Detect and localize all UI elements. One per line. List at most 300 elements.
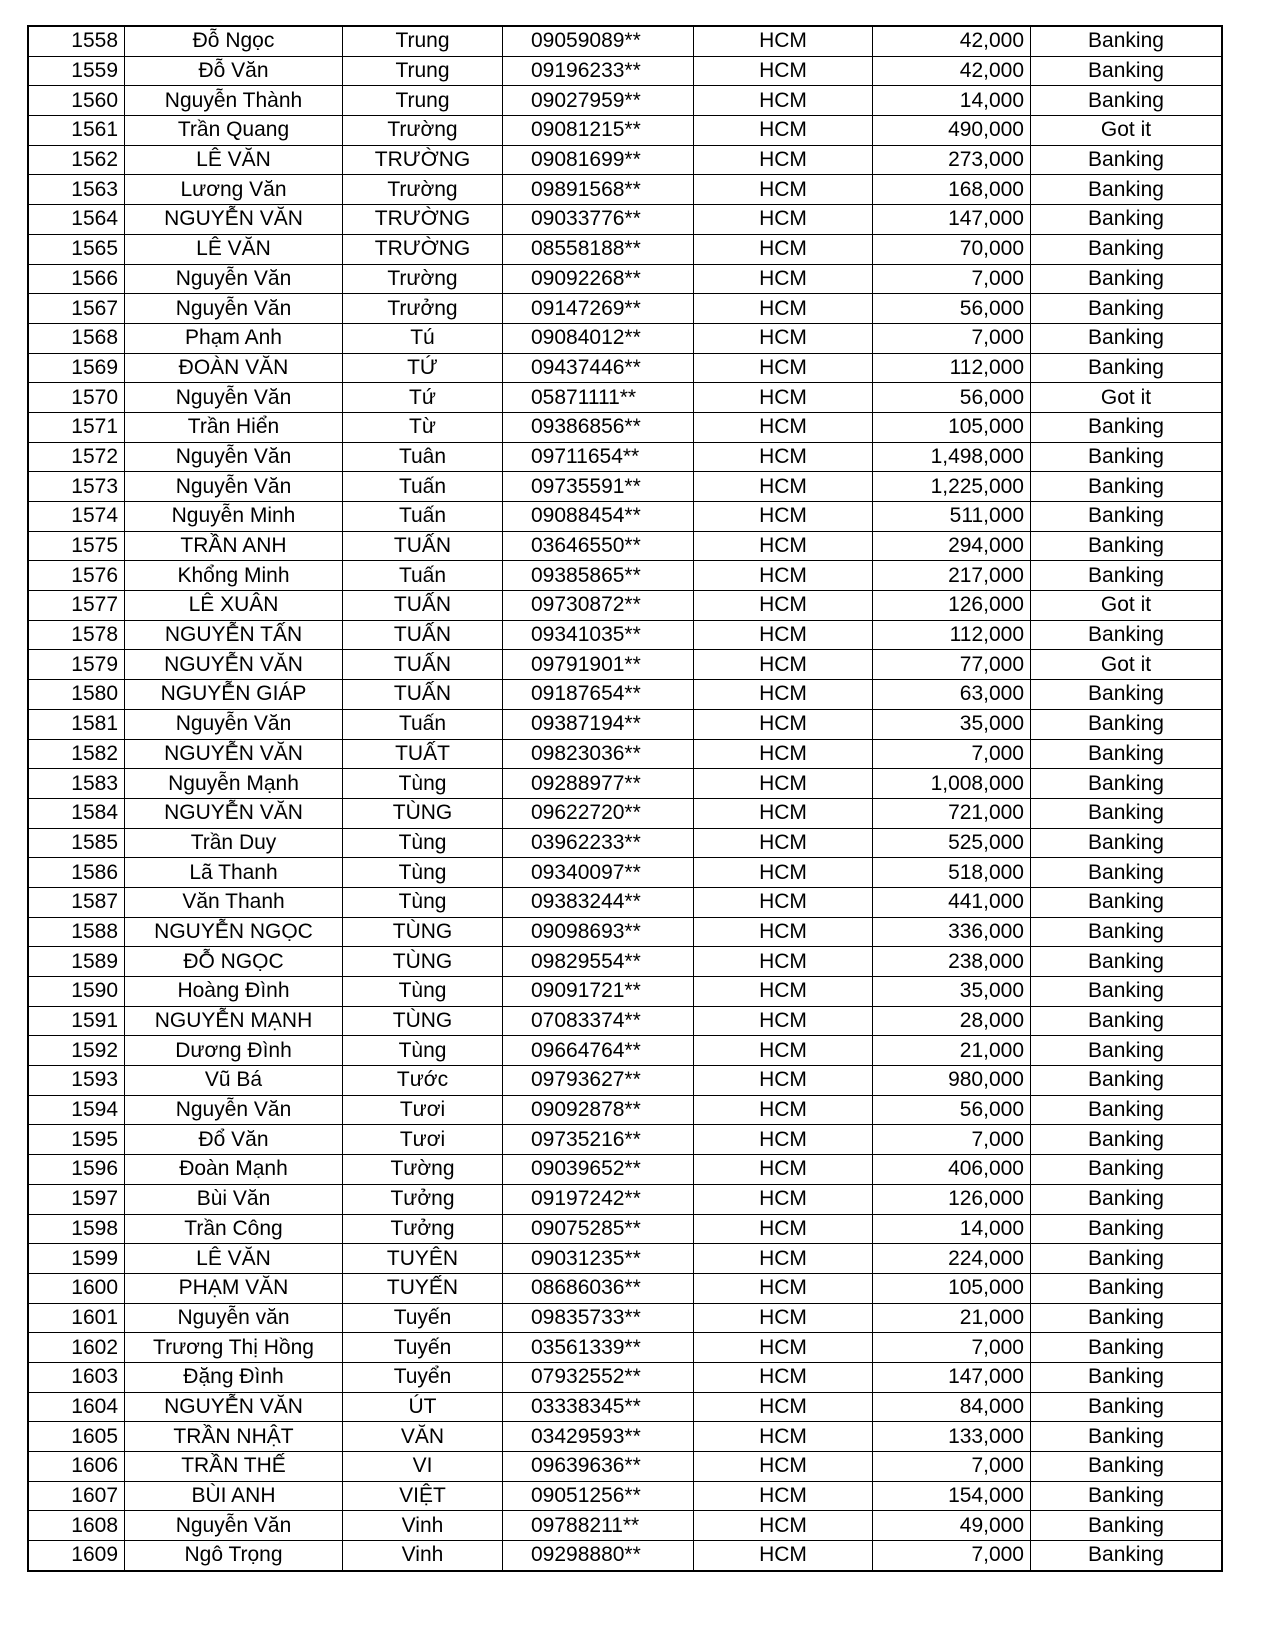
surname-cell: LÊ XUÂN: [125, 591, 343, 621]
table-row: [28, 116, 1222, 146]
table-row: [28, 650, 1222, 680]
table-row: [28, 887, 1222, 917]
table-row: [28, 1541, 1222, 1571]
table-row: [28, 1333, 1222, 1363]
amount-cell: 56,000: [873, 383, 1031, 413]
payment-method-cell: Banking: [1031, 1481, 1223, 1511]
surname-cell: TRẦN NHẬT: [125, 1422, 343, 1452]
payment-method-cell: Banking: [1031, 472, 1223, 502]
phone-cell: 09098693**: [503, 917, 694, 947]
payment-method-cell: Banking: [1031, 977, 1223, 1007]
payment-method-cell: Banking: [1031, 1392, 1223, 1422]
surname-cell: LÊ VĂN: [125, 1244, 343, 1274]
given-name-cell: Tươi: [343, 1095, 503, 1125]
payment-method-cell: Banking: [1031, 323, 1223, 353]
phone-cell: 09664764**: [503, 1036, 694, 1066]
table-row: [28, 1214, 1222, 1244]
table-row: [28, 264, 1222, 294]
row-number-cell: 1569: [28, 353, 125, 383]
phone-cell: 09340097**: [503, 858, 694, 888]
phone-cell: 09027959**: [503, 86, 694, 116]
surname-cell: Nguyễn Văn: [125, 264, 343, 294]
table-row: [28, 709, 1222, 739]
amount-cell: 14,000: [873, 1214, 1031, 1244]
row-number-cell: 1603: [28, 1362, 125, 1392]
payment-method-cell: Banking: [1031, 56, 1223, 86]
row-number-cell: 1566: [28, 264, 125, 294]
table-row: [28, 56, 1222, 86]
amount-cell: 7,000: [873, 739, 1031, 769]
given-name-cell: TRƯỜNG: [343, 234, 503, 264]
table-row: [28, 858, 1222, 888]
payment-method-cell: Banking: [1031, 1303, 1223, 1333]
payment-method-cell: Banking: [1031, 531, 1223, 561]
given-name-cell: TÙNG: [343, 947, 503, 977]
given-name-cell: Vinh: [343, 1541, 503, 1571]
surname-cell: LÊ VĂN: [125, 234, 343, 264]
row-number-cell: 1578: [28, 620, 125, 650]
phone-cell: 09793627**: [503, 1066, 694, 1096]
amount-cell: 105,000: [873, 1273, 1031, 1303]
given-name-cell: Tùng: [343, 828, 503, 858]
row-number-cell: 1591: [28, 1006, 125, 1036]
payment-method-cell: Banking: [1031, 739, 1223, 769]
payment-method-cell: Got it: [1031, 591, 1223, 621]
surname-cell: Trần Quang: [125, 116, 343, 146]
payment-method-cell: Banking: [1031, 1155, 1223, 1185]
table-row: [28, 1481, 1222, 1511]
table-row: [28, 828, 1222, 858]
phone-cell: 09386856**: [503, 412, 694, 442]
surname-cell: Trần Công: [125, 1214, 343, 1244]
table-row: [28, 1244, 1222, 1274]
surname-cell: Ngô Trọng: [125, 1541, 343, 1571]
phone-cell: 08686036**: [503, 1273, 694, 1303]
phone-cell: 09385865**: [503, 561, 694, 591]
given-name-cell: Vinh: [343, 1511, 503, 1541]
phone-cell: 09437446**: [503, 353, 694, 383]
phone-cell: 09031235**: [503, 1244, 694, 1274]
payment-method-cell: Banking: [1031, 709, 1223, 739]
amount-cell: 7,000: [873, 1541, 1031, 1571]
given-name-cell: VIỆT: [343, 1481, 503, 1511]
phone-cell: 09288977**: [503, 769, 694, 799]
city-cell: HCM: [694, 977, 873, 1007]
surname-cell: NGUYỄN NGỌC: [125, 917, 343, 947]
amount-cell: 126,000: [873, 591, 1031, 621]
amount-cell: 336,000: [873, 917, 1031, 947]
given-name-cell: Trường: [343, 116, 503, 146]
given-name-cell: Trưởng: [343, 294, 503, 324]
given-name-cell: Tưởng: [343, 1184, 503, 1214]
city-cell: HCM: [694, 1125, 873, 1155]
row-number-cell: 1565: [28, 234, 125, 264]
amount-cell: 441,000: [873, 887, 1031, 917]
payment-method-cell: Banking: [1031, 1452, 1223, 1482]
city-cell: HCM: [694, 1511, 873, 1541]
payment-method-cell: Banking: [1031, 1362, 1223, 1392]
given-name-cell: Tùng: [343, 769, 503, 799]
given-name-cell: Trung: [343, 26, 503, 56]
table-row: [28, 502, 1222, 532]
city-cell: HCM: [694, 205, 873, 235]
surname-cell: NGUYỄN VĂN: [125, 1392, 343, 1422]
amount-cell: 77,000: [873, 650, 1031, 680]
row-number-cell: 1605: [28, 1422, 125, 1452]
table-row: [28, 86, 1222, 116]
phone-cell: 09711654**: [503, 442, 694, 472]
row-number-cell: 1592: [28, 1036, 125, 1066]
table-row: [28, 175, 1222, 205]
payment-method-cell: Banking: [1031, 620, 1223, 650]
table-row: [28, 205, 1222, 235]
given-name-cell: Tuấn: [343, 709, 503, 739]
payment-method-cell: Banking: [1031, 502, 1223, 532]
surname-cell: Nguyễn Văn: [125, 1511, 343, 1541]
surname-cell: Văn Thanh: [125, 887, 343, 917]
row-number-cell: 1560: [28, 86, 125, 116]
payment-method-cell: Banking: [1031, 561, 1223, 591]
given-name-cell: Tùng: [343, 887, 503, 917]
row-number-cell: 1568: [28, 323, 125, 353]
row-number-cell: 1571: [28, 412, 125, 442]
payment-method-cell: Banking: [1031, 442, 1223, 472]
table-body: [28, 26, 1222, 1571]
phone-cell: 07932552**: [503, 1362, 694, 1392]
row-number-cell: 1587: [28, 887, 125, 917]
surname-cell: Đặng Đình: [125, 1362, 343, 1392]
payment-method-cell: Banking: [1031, 26, 1223, 56]
row-number-cell: 1588: [28, 917, 125, 947]
city-cell: HCM: [694, 680, 873, 710]
surname-cell: LÊ VĂN: [125, 145, 343, 175]
given-name-cell: TUYÊN: [343, 1244, 503, 1274]
row-number-cell: 1597: [28, 1184, 125, 1214]
row-number-cell: 1609: [28, 1541, 125, 1571]
table-row: [28, 353, 1222, 383]
surname-cell: NGUYỄN GIÁP: [125, 680, 343, 710]
payment-method-cell: Banking: [1031, 917, 1223, 947]
amount-cell: 525,000: [873, 828, 1031, 858]
amount-cell: 7,000: [873, 1333, 1031, 1363]
given-name-cell: TRƯỜNG: [343, 205, 503, 235]
surname-cell: ĐỖ NGỌC: [125, 947, 343, 977]
city-cell: HCM: [694, 798, 873, 828]
amount-cell: 406,000: [873, 1155, 1031, 1185]
phone-cell: 03646550**: [503, 531, 694, 561]
table-row: [28, 442, 1222, 472]
surname-cell: NGUYỄN TẤN: [125, 620, 343, 650]
amount-cell: 238,000: [873, 947, 1031, 977]
surname-cell: NGUYỄN VĂN: [125, 650, 343, 680]
given-name-cell: Từ: [343, 412, 503, 442]
table-row: [28, 620, 1222, 650]
amount-cell: 112,000: [873, 620, 1031, 650]
table-row: [28, 1066, 1222, 1096]
given-name-cell: TUYẾN: [343, 1273, 503, 1303]
surname-cell: Đổ Văn: [125, 1125, 343, 1155]
payment-method-cell: Banking: [1031, 947, 1223, 977]
payment-method-cell: Banking: [1031, 234, 1223, 264]
amount-cell: 168,000: [873, 175, 1031, 205]
given-name-cell: Tước: [343, 1066, 503, 1096]
amount-cell: 518,000: [873, 858, 1031, 888]
city-cell: HCM: [694, 116, 873, 146]
city-cell: HCM: [694, 175, 873, 205]
surname-cell: Nguyễn Mạnh: [125, 769, 343, 799]
amount-cell: 14,000: [873, 86, 1031, 116]
phone-cell: 09829554**: [503, 947, 694, 977]
table-row: [28, 1273, 1222, 1303]
given-name-cell: Tuấn: [343, 561, 503, 591]
city-cell: HCM: [694, 1452, 873, 1482]
given-name-cell: Tuấn: [343, 502, 503, 532]
city-cell: HCM: [694, 412, 873, 442]
city-cell: HCM: [694, 917, 873, 947]
given-name-cell: Tú: [343, 323, 503, 353]
row-number-cell: 1586: [28, 858, 125, 888]
row-number-cell: 1575: [28, 531, 125, 561]
phone-cell: 09735591**: [503, 472, 694, 502]
amount-cell: 35,000: [873, 977, 1031, 1007]
table-row: [28, 1095, 1222, 1125]
payment-method-cell: Banking: [1031, 353, 1223, 383]
table-row: [28, 917, 1222, 947]
row-number-cell: 1576: [28, 561, 125, 591]
surname-cell: Nguyễn Minh: [125, 502, 343, 532]
phone-cell: 09196233**: [503, 56, 694, 86]
surname-cell: TRẦN THẾ: [125, 1452, 343, 1482]
payment-method-cell: Got it: [1031, 116, 1223, 146]
surname-cell: Nguyễn Văn: [125, 294, 343, 324]
surname-cell: NGUYỄN VĂN: [125, 739, 343, 769]
given-name-cell: TUẤT: [343, 739, 503, 769]
amount-cell: 42,000: [873, 26, 1031, 56]
city-cell: HCM: [694, 591, 873, 621]
amount-cell: 147,000: [873, 1362, 1031, 1392]
row-number-cell: 1593: [28, 1066, 125, 1096]
payment-method-cell: Banking: [1031, 264, 1223, 294]
payment-method-cell: Banking: [1031, 769, 1223, 799]
city-cell: HCM: [694, 1362, 873, 1392]
city-cell: HCM: [694, 145, 873, 175]
table-row: [28, 294, 1222, 324]
row-number-cell: 1606: [28, 1452, 125, 1482]
row-number-cell: 1581: [28, 709, 125, 739]
row-number-cell: 1567: [28, 294, 125, 324]
payment-method-cell: Banking: [1031, 1244, 1223, 1274]
given-name-cell: TUẤN: [343, 620, 503, 650]
payment-method-cell: Banking: [1031, 412, 1223, 442]
surname-cell: BÙI ANH: [125, 1481, 343, 1511]
results-table: [27, 25, 1223, 1572]
row-number-cell: 1579: [28, 650, 125, 680]
amount-cell: 1,498,000: [873, 442, 1031, 472]
payment-method-cell: Banking: [1031, 1095, 1223, 1125]
city-cell: HCM: [694, 472, 873, 502]
city-cell: HCM: [694, 531, 873, 561]
table-row: [28, 145, 1222, 175]
amount-cell: 7,000: [873, 264, 1031, 294]
table-row: [28, 1303, 1222, 1333]
phone-cell: 09081699**: [503, 145, 694, 175]
city-cell: HCM: [694, 442, 873, 472]
city-cell: HCM: [694, 769, 873, 799]
given-name-cell: TÙNG: [343, 1006, 503, 1036]
city-cell: HCM: [694, 739, 873, 769]
row-number-cell: 1598: [28, 1214, 125, 1244]
city-cell: HCM: [694, 323, 873, 353]
row-number-cell: 1572: [28, 442, 125, 472]
city-cell: HCM: [694, 650, 873, 680]
row-number-cell: 1596: [28, 1155, 125, 1185]
payment-method-cell: Banking: [1031, 1541, 1223, 1571]
phone-cell: 09059089**: [503, 26, 694, 56]
surname-cell: Trần Duy: [125, 828, 343, 858]
payment-method-cell: Banking: [1031, 1214, 1223, 1244]
phone-cell: 03962233**: [503, 828, 694, 858]
given-name-cell: TỨ: [343, 353, 503, 383]
amount-cell: 126,000: [873, 1184, 1031, 1214]
payment-method-cell: Banking: [1031, 175, 1223, 205]
given-name-cell: Tuân: [343, 442, 503, 472]
phone-cell: 09051256**: [503, 1481, 694, 1511]
payment-method-cell: Banking: [1031, 294, 1223, 324]
row-number-cell: 1561: [28, 116, 125, 146]
given-name-cell: Tùng: [343, 1036, 503, 1066]
given-name-cell: Tứ: [343, 383, 503, 413]
amount-cell: 7,000: [873, 1452, 1031, 1482]
payment-method-cell: Banking: [1031, 1273, 1223, 1303]
phone-cell: 09735216**: [503, 1125, 694, 1155]
city-cell: HCM: [694, 709, 873, 739]
given-name-cell: Tuyển: [343, 1362, 503, 1392]
phone-cell: 09033776**: [503, 205, 694, 235]
city-cell: HCM: [694, 1036, 873, 1066]
given-name-cell: TUẤN: [343, 680, 503, 710]
row-number-cell: 1599: [28, 1244, 125, 1274]
table-row: [28, 1452, 1222, 1482]
payment-method-cell: Banking: [1031, 1036, 1223, 1066]
row-number-cell: 1563: [28, 175, 125, 205]
row-number-cell: 1608: [28, 1511, 125, 1541]
surname-cell: Nguyễn Văn: [125, 442, 343, 472]
surname-cell: Vũ Bá: [125, 1066, 343, 1096]
amount-cell: 147,000: [873, 205, 1031, 235]
table-row: [28, 323, 1222, 353]
row-number-cell: 1604: [28, 1392, 125, 1422]
amount-cell: 21,000: [873, 1303, 1031, 1333]
table-row: [28, 1511, 1222, 1541]
surname-cell: Nguyễn Văn: [125, 709, 343, 739]
given-name-cell: Tùng: [343, 858, 503, 888]
amount-cell: 217,000: [873, 561, 1031, 591]
payment-method-cell: Banking: [1031, 1422, 1223, 1452]
given-name-cell: Trung: [343, 86, 503, 116]
row-number-cell: 1564: [28, 205, 125, 235]
city-cell: HCM: [694, 353, 873, 383]
phone-cell: 09298880**: [503, 1541, 694, 1571]
phone-cell: 09341035**: [503, 620, 694, 650]
city-cell: HCM: [694, 1333, 873, 1363]
given-name-cell: TUẤN: [343, 650, 503, 680]
city-cell: HCM: [694, 1481, 873, 1511]
amount-cell: 7,000: [873, 323, 1031, 353]
amount-cell: 1,008,000: [873, 769, 1031, 799]
amount-cell: 28,000: [873, 1006, 1031, 1036]
payment-method-cell: Banking: [1031, 86, 1223, 116]
amount-cell: 154,000: [873, 1481, 1031, 1511]
given-name-cell: Tưởng: [343, 1214, 503, 1244]
given-name-cell: Trường: [343, 264, 503, 294]
amount-cell: 70,000: [873, 234, 1031, 264]
city-cell: HCM: [694, 1214, 873, 1244]
phone-cell: 09639636**: [503, 1452, 694, 1482]
surname-cell: Đỗ Ngọc: [125, 26, 343, 56]
amount-cell: 56,000: [873, 1095, 1031, 1125]
amount-cell: 7,000: [873, 1125, 1031, 1155]
phone-cell: 09187654**: [503, 680, 694, 710]
payment-method-cell: Banking: [1031, 1125, 1223, 1155]
city-cell: HCM: [694, 1184, 873, 1214]
amount-cell: 980,000: [873, 1066, 1031, 1096]
table-row: [28, 383, 1222, 413]
amount-cell: 21,000: [873, 1036, 1031, 1066]
city-cell: HCM: [694, 1541, 873, 1571]
table-row: [28, 1125, 1222, 1155]
phone-cell: 09197242**: [503, 1184, 694, 1214]
table-row: [28, 798, 1222, 828]
table-row: [28, 26, 1222, 56]
table-row: [28, 1362, 1222, 1392]
city-cell: HCM: [694, 1392, 873, 1422]
surname-cell: Trần Hiển: [125, 412, 343, 442]
phone-cell: 09088454**: [503, 502, 694, 532]
phone-cell: 09091721**: [503, 977, 694, 1007]
given-name-cell: VĂN: [343, 1422, 503, 1452]
surname-cell: NGUYỄN VĂN: [125, 205, 343, 235]
payment-method-cell: Banking: [1031, 205, 1223, 235]
given-name-cell: ÚT: [343, 1392, 503, 1422]
phone-cell: 09730872**: [503, 591, 694, 621]
given-name-cell: TUẤN: [343, 591, 503, 621]
city-cell: HCM: [694, 1244, 873, 1274]
city-cell: HCM: [694, 1303, 873, 1333]
payment-method-cell: Banking: [1031, 1066, 1223, 1096]
surname-cell: Đoàn Mạnh: [125, 1155, 343, 1185]
phone-cell: 03429593**: [503, 1422, 694, 1452]
row-number-cell: 1594: [28, 1095, 125, 1125]
phone-cell: 09092878**: [503, 1095, 694, 1125]
surname-cell: Phạm Anh: [125, 323, 343, 353]
payment-method-cell: Banking: [1031, 887, 1223, 917]
city-cell: HCM: [694, 502, 873, 532]
surname-cell: PHẠM VĂN: [125, 1273, 343, 1303]
table-row: [28, 1006, 1222, 1036]
phone-cell: 09622720**: [503, 798, 694, 828]
amount-cell: 224,000: [873, 1244, 1031, 1274]
given-name-cell: VI: [343, 1452, 503, 1482]
table-row: [28, 1155, 1222, 1185]
surname-cell: Hoàng Đình: [125, 977, 343, 1007]
row-number-cell: 1585: [28, 828, 125, 858]
amount-cell: 112,000: [873, 353, 1031, 383]
amount-cell: 42,000: [873, 56, 1031, 86]
surname-cell: Bùi Văn: [125, 1184, 343, 1214]
surname-cell: Dương Đình: [125, 1036, 343, 1066]
phone-cell: 09092268**: [503, 264, 694, 294]
amount-cell: 105,000: [873, 412, 1031, 442]
